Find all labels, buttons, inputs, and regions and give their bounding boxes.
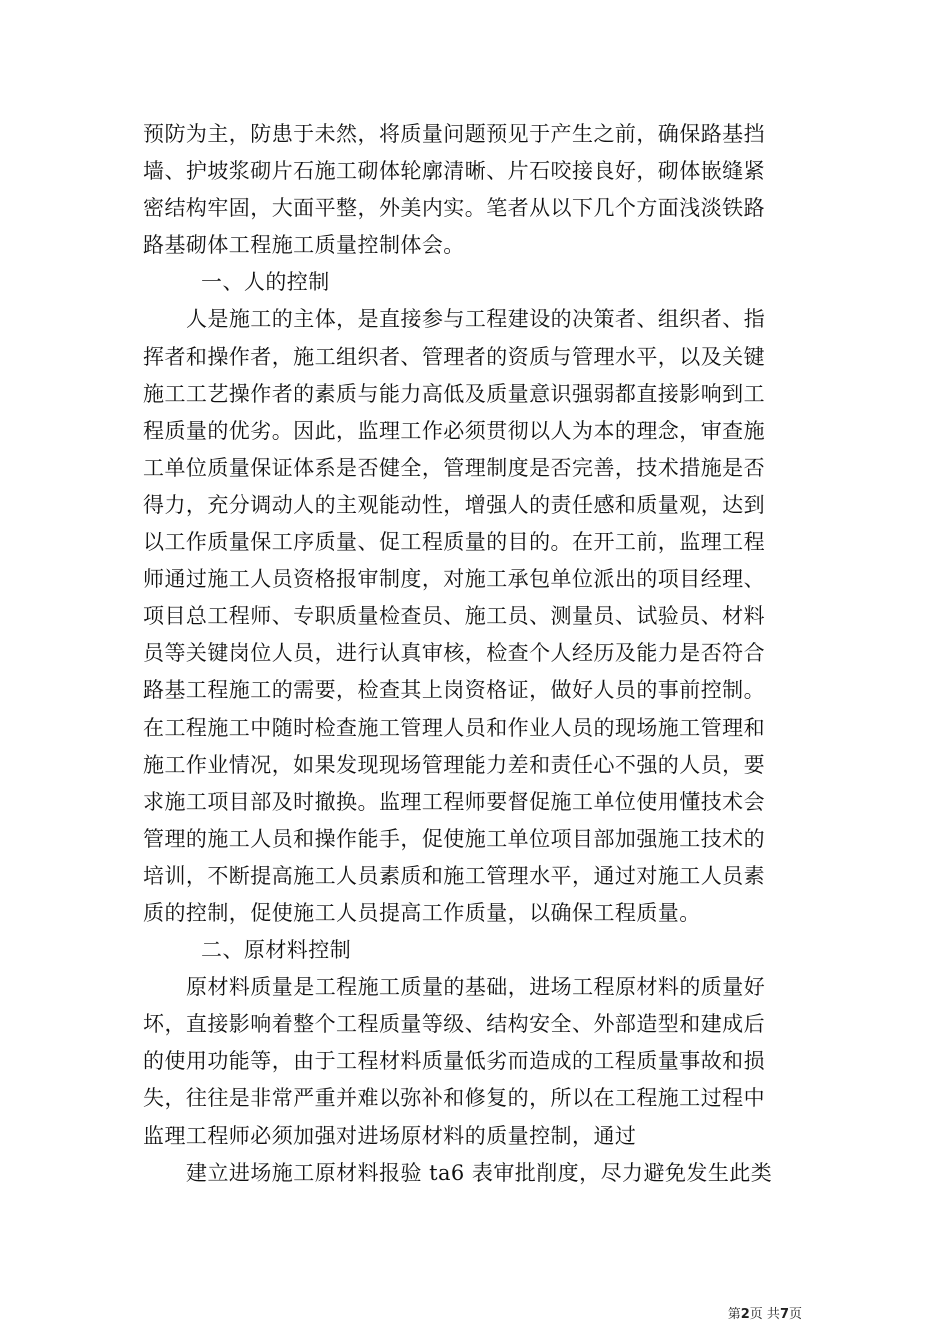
footer-suffix: 页: [788, 1307, 802, 1322]
text-line: 求施工项目部及时撤换。监理工程师要督促施工单位使用懂技术会: [143, 789, 766, 814]
text-line: 程质量的优劣。因此，监理工作必须贯彻以人为本的理念，审查施: [143, 418, 766, 443]
total-pages-number: 7: [779, 1307, 789, 1322]
text-line: 施工作业情况，如果发现现场管理能力差和责任心不强的人员，要: [143, 752, 766, 777]
text-line: 师通过施工人员资格报审制度，对施工承包单位派出的项目经理、: [143, 567, 766, 592]
document-body: [143, 116, 808, 1192]
text-line: 质的控制，促使施工人员提高工作质量，以确保工程质量。: [143, 900, 701, 925]
current-page-number: 2: [740, 1307, 750, 1322]
text-line: 管理的施工人员和操作能手，促使施工单位项目部加强施工技术的: [143, 826, 766, 851]
text-line: 人是施工的主体，是直接参与工程建设的决策者、组织者、指: [186, 307, 766, 332]
text-line: 密结构牢固，大面平整，外美内实。笔者从以下几个方面浅淡铁路: [143, 196, 766, 221]
footer-middle: 页 共: [749, 1307, 780, 1322]
text-line: 的使用功能等，由于工程材料质量低劣而造成的工程质量事故和损: [143, 1049, 766, 1074]
text-line: 监理工程师必须加强对进场原材料的质量控制，通过: [143, 1123, 637, 1148]
text-line: 失，往往是非常严重并难以弥补和修复的，所以在工程施工过程中: [143, 1086, 766, 1111]
text-line: 员等关键岗位人员，进行认真审核，检查个人经历及能力是否符合: [143, 641, 766, 666]
text-line: 工单位质量保证体系是否健全，管理制度是否完善，技术措施是否: [143, 455, 766, 480]
text-line: 建立进场施工原材料报验 ta6 表审批削度，尽力避免发生此类: [186, 1160, 773, 1185]
text-line: 预防为主，防患于未然，将质量问题预见于产生之前，确保路基挡: [143, 122, 766, 146]
text-line: 墙、护坡浆砌片石施工砌体轮廓清晰、片石咬接良好，砌体嵌缝紧: [143, 159, 766, 184]
text-line: 培训，不断提高施工人员素质和施工管理水平，通过对施工人员素: [143, 863, 766, 888]
text-line: 原材料质量是工程施工质量的基础，进场工程原材料的质量好: [186, 975, 766, 1000]
text-line: 以工作质量保工序质量、促工程质量的目的。在开工前，监理工程: [143, 530, 766, 555]
page-footer: [728, 1303, 802, 1322]
text-line: 挥者和操作者，施工组织者、管理者的资质与管理水平，以及关键: [143, 344, 766, 369]
text-line: 项目总工程师、专职质量检查员、施工员、测量员、试验员、材料: [143, 604, 766, 629]
text-line: 在工程施工中随时检查施工管理人员和作业人员的现场施工管理和: [143, 715, 766, 740]
text-line: 路基砌体工程施工质量控制体会。: [143, 233, 465, 258]
text-line: 得力，充分调动人的主观能动性，增强人的责任感和质量观，达到: [143, 492, 766, 517]
section-heading: 二、原材料控制: [201, 938, 352, 963]
footer-prefix: 第: [727, 1307, 741, 1322]
text-line: 施工工艺操作者的素质与能力高低及质量意识强弱都直接影响到工: [143, 381, 766, 406]
text-line: 坏，直接影响着整个工程质量等级、结构安全、外部造型和建成后: [143, 1012, 766, 1037]
text-line: 路基工程施工的需要，检查其上岗资格证，做好人员的事前控制。: [143, 678, 766, 703]
section-heading: 一、人的控制: [201, 270, 330, 295]
